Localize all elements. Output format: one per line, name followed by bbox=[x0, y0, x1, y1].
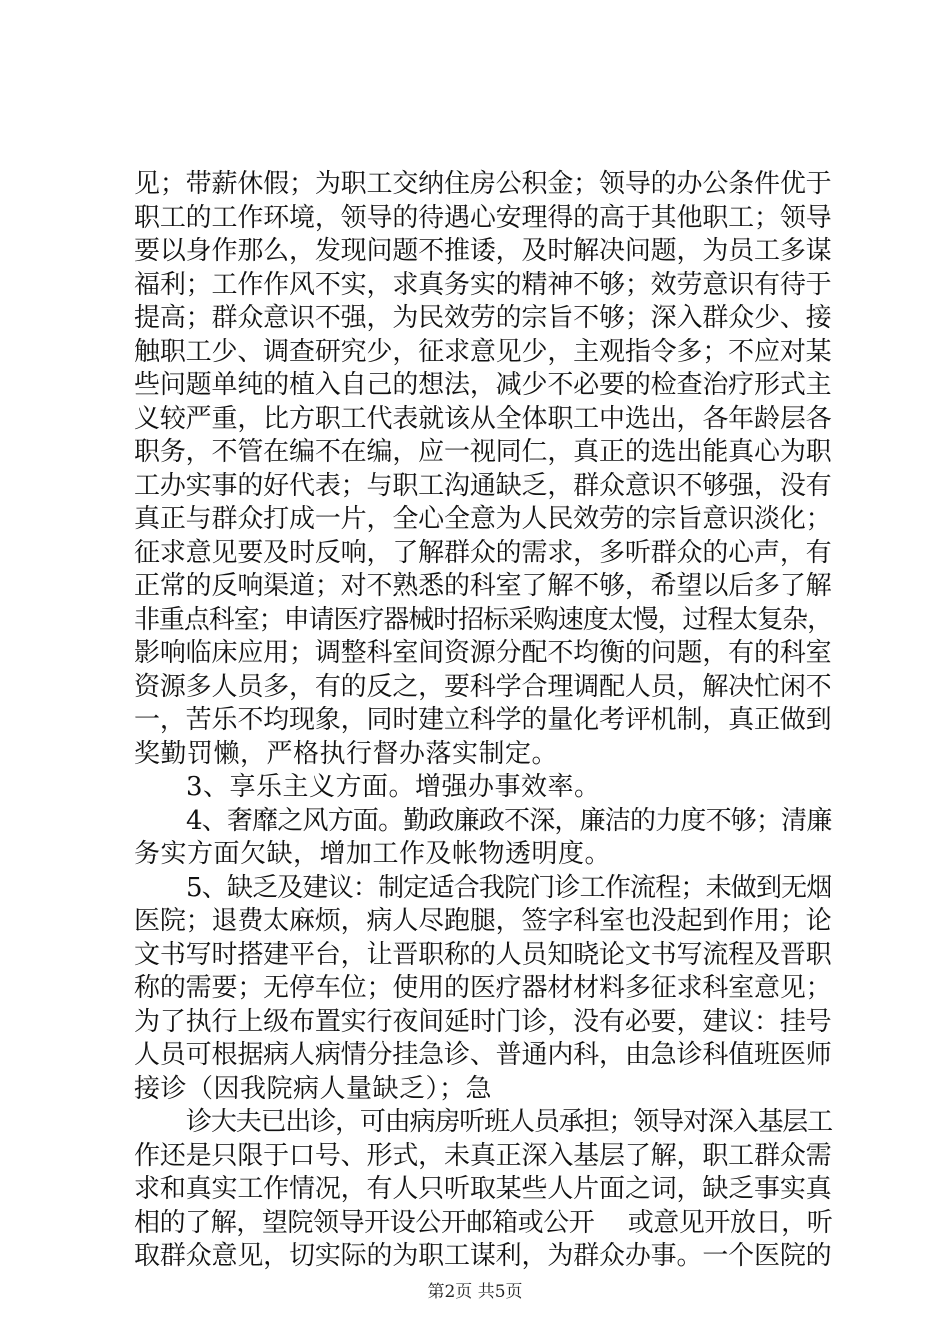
text-line: 求和真实工作情况，有人只听取某些人片面之词，缺乏事实真 bbox=[134, 1174, 832, 1204]
text-line: 职工的工作环境，领导的待遇心安理得的高于其他职工；领导 bbox=[134, 202, 832, 233]
text-line: 职务，不管在编不在编，应一视同仁，真正的选出能真心为职 bbox=[134, 437, 832, 467]
text-line: 触职工少、调查研究少，征求意见少，主观指令多；不应对某 bbox=[134, 336, 832, 367]
text-line: 一，苦乐不均现象，同时建立科学的量化考评机制，真正做到 bbox=[134, 705, 832, 735]
text-line: 务实方面欠缺，增加工作及帐物透明度。 bbox=[134, 839, 612, 869]
paragraph-5-heading: 5、缺乏及建议：制定适合我院门诊工作流程；未做到无烟 bbox=[186, 872, 832, 903]
text-line: 医院；退费太麻烦，病人尽跑腿，签字科室也没起到作用；论 bbox=[134, 906, 832, 936]
text-line: 福利；工作作风不实，求真务实的精神不够；效劳意识有待于 bbox=[134, 269, 832, 300]
text-line: 人员可根据病人病情分挂急诊、普通内科，由急诊科值班医师 bbox=[134, 1040, 832, 1070]
text-line: 见；带薪休假；为职工交纳住房公积金；领导的办公条件优于 bbox=[134, 169, 832, 199]
text-line: 提高；群众意识不强，为民效劳的宗旨不够；深入群众少、接 bbox=[134, 303, 832, 333]
text-line: 非重点科室；申请医疗器械时招标采购速度太慢，过程太复杂， bbox=[134, 604, 833, 635]
text-line: 真正与群众打成一片，全心全意为人民效劳的宗旨意识淡化； bbox=[134, 504, 832, 534]
paragraph-continuation: 诊大夫已出诊，可由病房听班人员承担；领导对深入基层工 bbox=[186, 1107, 833, 1137]
text-line: 资源多人员多，有的反之，要科学合理调配人员，解决忙闲不 bbox=[134, 671, 832, 702]
text-line: 正常的反响渠道；对不熟悉的科室了解不够，希望以后多了解 bbox=[134, 571, 832, 601]
text-line: 称的需要；无停车位；使用的医疗器材材料多征求科室意见； bbox=[134, 973, 832, 1003]
text-line: 相的了解，望院领导开设公开邮箱或公开 或意见开放日，听 bbox=[134, 1207, 833, 1238]
text-line: 为了执行上级布置实行夜间延时门诊，没有必要，建议：挂号 bbox=[134, 1006, 832, 1037]
text-line: 些问题单纯的植入自己的想法，减少不必要的检查治疗形式主 bbox=[134, 370, 832, 400]
text-line: 接诊（因我院病人量缺乏）；急 bbox=[134, 1073, 493, 1104]
text-line: 取群众意见，切实际的为职工谋利，为群众办事。一个医院的 bbox=[134, 1241, 832, 1271]
text-line: 工办实事的好代表；与职工沟通缺乏，群众意识不够强，没有 bbox=[134, 470, 832, 501]
text-line: 影响临床应用；调整科室间资源分配不均衡的问题，有的科室 bbox=[134, 638, 832, 668]
text-line: 作还是只限于口号、形式，未真正深入基层了解，职工群众需 bbox=[134, 1140, 832, 1171]
body-text bbox=[134, 168, 833, 1274]
text-line: 奖勤罚懒，严格执行督办落实制定。 bbox=[134, 738, 559, 769]
text-line: 要以身作那么，发现问题不推诿，及时解决问题，为员工多谋 bbox=[134, 236, 832, 266]
paragraph-4-heading: 4、奢靡之风方面。勤政廉政不深，廉洁的力度不够；清廉 bbox=[186, 805, 832, 836]
text-line: 文书写时搭建平台，让晋职称的人员知晓论文书写流程及晋职 bbox=[134, 939, 832, 970]
text-line: 义较严重，比方职工代表就该从全体职工中选出，各年龄层各 bbox=[134, 403, 832, 434]
text-line: 征求意见要及时反响，了解群众的需求，多听群众的心声，有 bbox=[134, 537, 832, 568]
paragraph-3-heading: 3、享乐主义方面。增强办事效率。 bbox=[186, 772, 601, 802]
page-number-footer: 第2页 共5页 bbox=[427, 1282, 523, 1302]
